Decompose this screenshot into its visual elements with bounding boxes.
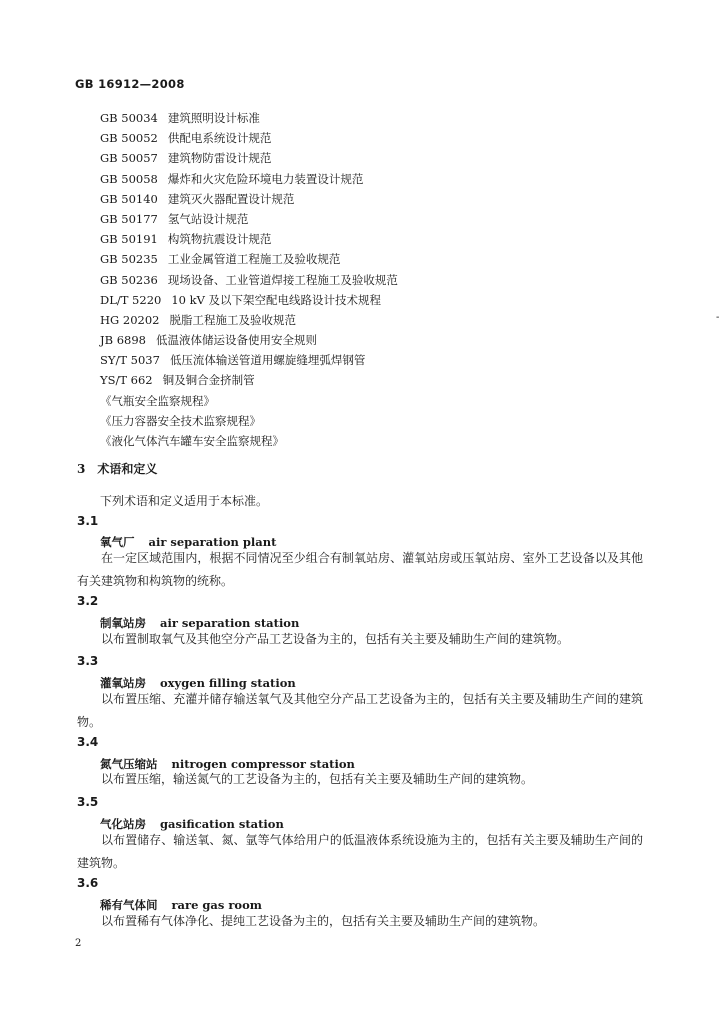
- term-chinese: 气化站房: [100, 817, 146, 831]
- reference-item: [100, 290, 398, 310]
- reference-title: 《液化气体汽车罐车安全监察规程》: [100, 434, 284, 448]
- reference-code: GB 50191: [100, 232, 158, 247]
- reference-item: [100, 209, 398, 229]
- reference-code: DL/T 5220: [100, 292, 162, 307]
- reference-code: JB 6898: [100, 333, 146, 348]
- reference-item: [100, 108, 398, 128]
- term-english: oxygen filling station: [160, 676, 296, 690]
- term-chinese: 氮气压缩站: [100, 757, 158, 771]
- reference-item: [100, 270, 398, 290]
- reference-code: GB 50058: [100, 171, 158, 186]
- term-english: rare gas room: [171, 898, 262, 912]
- reference-title: 建筑物防雷设计规范: [167, 151, 272, 166]
- scan-edge-mark: -: [716, 312, 720, 323]
- reference-title: 氢气站设计规范: [167, 211, 249, 226]
- page-number: 2: [75, 938, 82, 949]
- reference-code: GB 50235: [100, 252, 158, 267]
- reference-title: 10 kV 及以下架空配电线路设计技术规程: [171, 292, 382, 307]
- reference-title: 爆炸和火灾危险环境电力装置设计规范: [167, 171, 364, 186]
- reference-title: 建筑灭火器配置设计规范: [167, 191, 295, 206]
- term-definition: 以布置稀有气体净化、提纯工艺设备为主的，包括有关主要及辅助生产间的建筑物。: [101, 914, 546, 928]
- reference-item: [100, 128, 398, 148]
- term-number: 3.5: [77, 795, 99, 809]
- term-english: air separation plant: [148, 535, 277, 549]
- reference-title: 低温液体储运设备使用安全规则: [155, 333, 317, 348]
- reference-title: 建筑照明设计标准: [167, 111, 260, 125]
- standard-code-header: GB 16912—2008: [75, 77, 185, 91]
- term-number: 3.1: [77, 514, 99, 528]
- term-definition: 以布置储存、输送氧、氮、氩等气体给用户的低温液体系统设施为主的，包括有关主要及辅助生产间的建筑物。: [77, 833, 643, 870]
- section-number: 3: [77, 462, 86, 476]
- reference-title: 低压流体输送管道用螺旋缝埋弧焊钢管: [169, 353, 366, 368]
- reference-item: [100, 189, 398, 209]
- reference-item: [100, 431, 398, 451]
- reference-code: GB 50236: [100, 272, 158, 287]
- reference-item: [100, 391, 398, 411]
- reference-code: GB 50057: [100, 151, 158, 166]
- reference-code: GB 50177: [100, 211, 158, 226]
- term-definition: 以布置压缩、充灌并储存输送氧气及其他空分产品工艺设备为主的，包括有关主要及辅助生产间的建筑物。: [77, 692, 643, 729]
- reference-title: 《气瓶安全监察规程》: [100, 393, 215, 408]
- term-english: nitrogen compressor station: [171, 757, 355, 771]
- normative-references-list: [100, 108, 398, 451]
- term-english: gasification station: [160, 817, 284, 831]
- reference-item: [100, 249, 398, 269]
- section-intro: 下列术语和定义适用于本标准。: [100, 494, 269, 508]
- reference-title: 《压力容器安全技术监察规程》: [100, 413, 261, 428]
- term-definition: 以布置压缩，输送氮气的工艺设备为主的，包括有关主要及辅助生产间的建筑物。: [101, 772, 534, 786]
- reference-title: 现场设备、工业管道焊接工程施工及验收规范: [167, 272, 398, 287]
- reference-title: 构筑物抗震设计规范: [167, 232, 272, 247]
- reference-item: [100, 169, 398, 189]
- term-chinese: 氧气厂: [100, 535, 135, 549]
- term-definition: 在一定区域范围内，根据不同情况至少组合有制氧站房、灌氧站房或压氧站房、室外工艺设备以及其他有关建筑物和构筑物的统称。: [77, 551, 643, 588]
- reference-code: GB 50140: [100, 191, 158, 206]
- reference-title: 供配电系统设计规范: [167, 131, 272, 146]
- reference-code: GB 50034: [100, 111, 158, 125]
- reference-code: HG 20202: [100, 312, 160, 327]
- reference-title: 铜及铜合金挤制管: [162, 373, 255, 388]
- reference-code: SY/T 5037: [100, 353, 160, 368]
- term-number: 3.2: [77, 594, 99, 608]
- term-english: air separation station: [160, 616, 300, 630]
- reference-item: [100, 229, 398, 249]
- reference-title: 脱脂工程施工及验收规范: [169, 312, 296, 327]
- term-number: 3.6: [77, 876, 99, 890]
- section-title: 术语和定义: [97, 462, 158, 476]
- reference-item: [100, 148, 398, 168]
- section-heading: [77, 460, 169, 477]
- reference-code: YS/T 662: [100, 373, 153, 388]
- term-definition: 以布置制取氧气及其他空分产品工艺设备为主的，包括有关主要及辅助生产间的建筑物。: [101, 632, 570, 646]
- term-chinese: 制氧站房: [100, 616, 146, 630]
- reference-item: [100, 350, 398, 370]
- term-number: 3.3: [77, 654, 99, 668]
- term-chinese: 稀有气体间: [100, 898, 158, 912]
- reference-item: [100, 310, 398, 330]
- reference-title: 工业金属管道工程施工及验收规范: [167, 252, 341, 267]
- reference-item: [100, 370, 398, 390]
- reference-code: GB 50052: [100, 131, 158, 146]
- reference-item: [100, 330, 398, 350]
- term-chinese: 灌氧站房: [100, 676, 146, 690]
- reference-item: [100, 411, 398, 431]
- term-number: 3.4: [77, 735, 99, 749]
